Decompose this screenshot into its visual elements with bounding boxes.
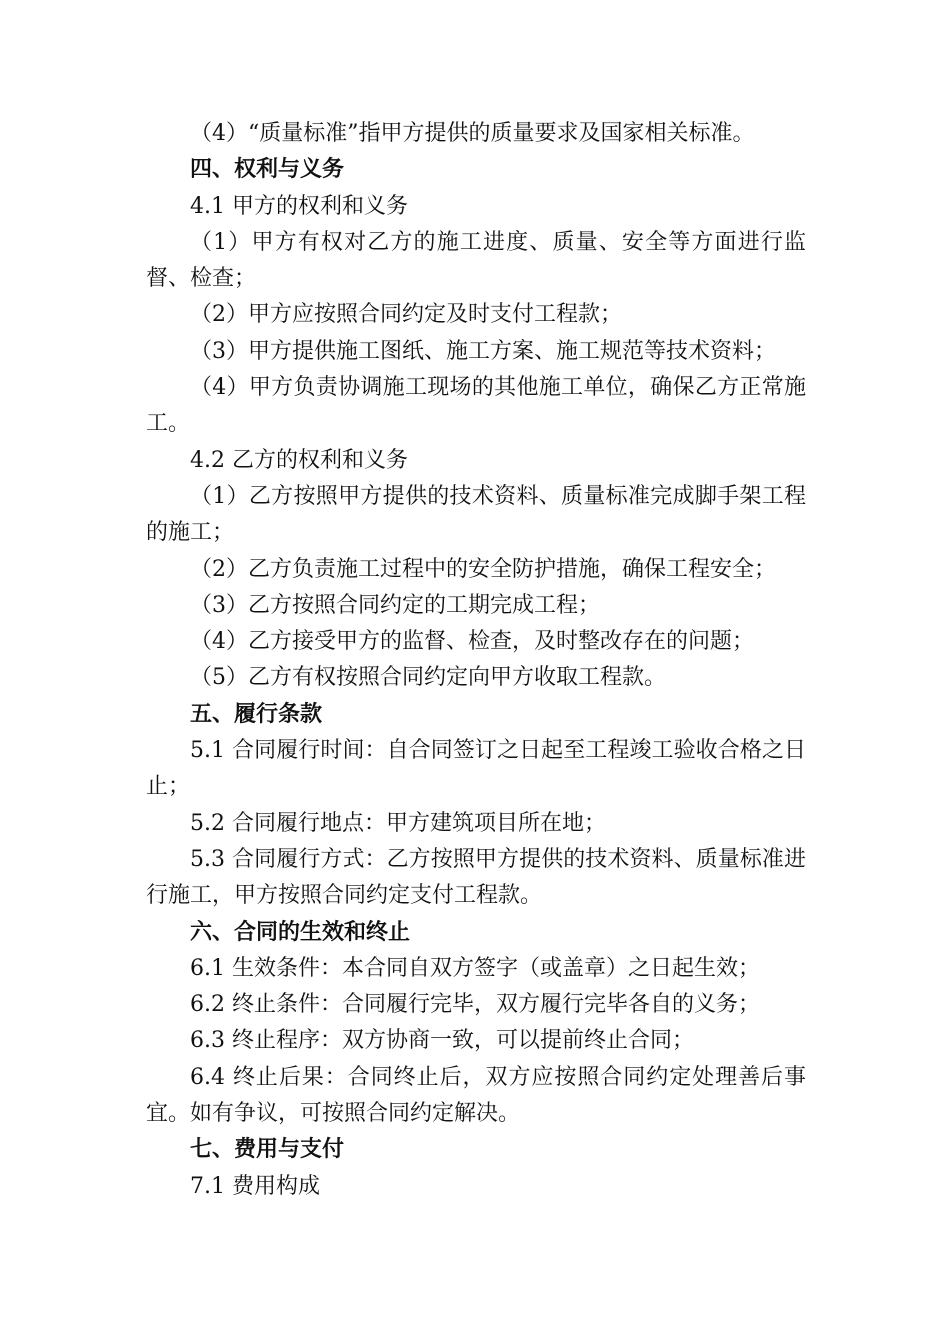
clause-4-1-3: （3）甲方提供施工图纸、施工方案、施工规范等技术资料； [190, 338, 776, 364]
clause-4-2-2: （2）乙方负责施工过程中的安全防护措施，确保工程安全； [190, 556, 776, 582]
subsection-7-1: 7.1 费用构成 [190, 1173, 320, 1199]
clause-5-3: 5.3 合同履行方式：乙方按照甲方提供的技术资料、质量标准进行施工，甲方按照合同约定支付工程款。 [146, 846, 806, 909]
clause-6-1: 6.1 生效条件：本合同自双方签字（或盖章）之日起生效； [190, 955, 760, 981]
clause-6-3: 6.3 终止程序：双方协商一致，可以提前终止合同； [190, 1028, 694, 1054]
section-heading-performance: 五、履行条款 [190, 701, 323, 727]
clause-4-2-5: （5）乙方有权按照合同约定向甲方收取工程款。 [190, 665, 666, 691]
clause-4-quality-standard: （4）“质量标准”指甲方提供的质量要求及国家相关标准。 [190, 121, 755, 146]
clause-6-4: 6.4 终止后果：合同终止后，双方应按照合同约定处理善后事宜。如有争议，可按照合同约定解决。 [146, 1064, 806, 1127]
clause-4-1-4: （4）甲方负责协调施工现场的其他施工单位，确保乙方正常施工。 [146, 375, 806, 437]
subsection-4-2: 4.2 乙方的权利和义务 [190, 447, 408, 473]
clause-4-1-2: （2）甲方应按照合同约定及时支付工程款； [190, 302, 622, 328]
clause-5-1: 5.1 合同履行时间：自合同签订之日起至工程竣工验收合格之日止； [146, 738, 806, 800]
section-heading-fees-payment: 七、费用与支付 [190, 1137, 345, 1163]
clause-4-2-3: （3）乙方按照合同约定的工期完成工程； [190, 592, 600, 618]
clause-6-2: 6.2 终止条件：合同履行完毕，双方履行完毕各自的义务； [190, 992, 760, 1018]
clause-4-2-4: （4）乙方接受甲方的监督、检查，及时整改存在的问题； [190, 629, 754, 655]
clause-5-2: 5.2 合同履行地点：甲方建筑项目所在地； [190, 810, 606, 836]
subsection-4-1: 4.1 甲方的权利和义务 [190, 193, 408, 219]
document-page [146, 116, 806, 1205]
clause-4-2-1: （1）乙方按照甲方提供的技术资料、质量标准完成脚手架工程的施工； [146, 483, 806, 546]
clause-4-1-1: （1）甲方有权对乙方的施工进度、质量、安全等方面进行监督、检查； [146, 229, 806, 292]
section-heading-rights-obligations: 四、权利与义务 [190, 157, 345, 183]
section-heading-effect-termination: 六、合同的生效和终止 [190, 919, 411, 945]
